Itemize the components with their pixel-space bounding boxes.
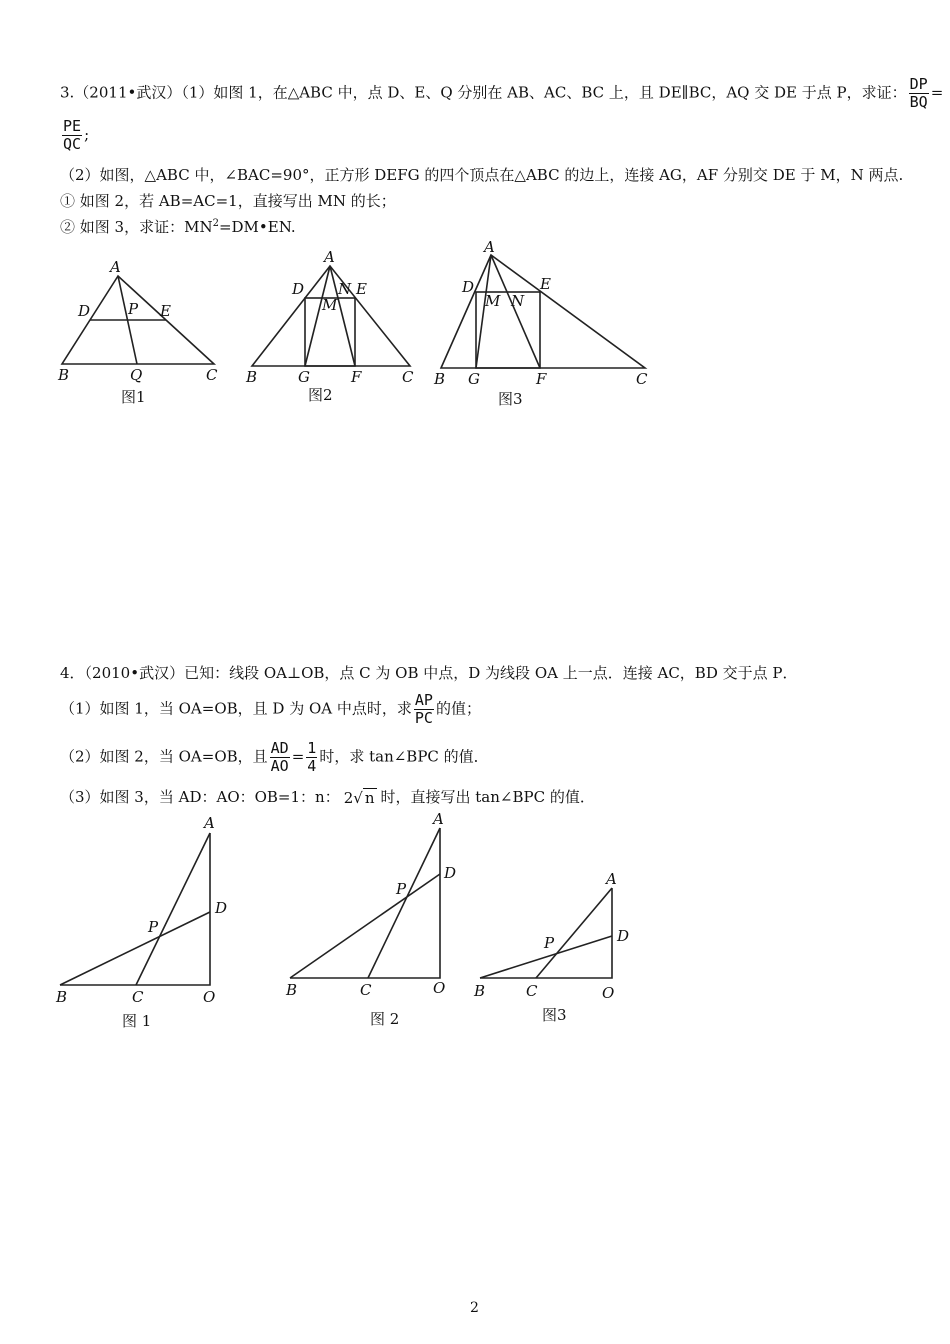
p4-q1-b: 的值； — [435, 699, 481, 718]
label-o: O — [433, 979, 446, 997]
label-d: D — [215, 899, 228, 917]
label-a: A — [110, 258, 121, 276]
p3-fig1 — [57, 258, 218, 406]
triangle-abc — [441, 255, 645, 368]
frac-ad-ao — [270, 740, 290, 775]
p4-q2-a: （2）如图 2，当 OA=OB，且 — [60, 747, 268, 766]
p4-q3-b: 时，直接写出 tan∠BPC 的值． — [380, 788, 595, 806]
label-m: M — [485, 292, 501, 310]
semicolon: ; — [84, 125, 90, 144]
sqrt-coefficient: 2 — [343, 789, 354, 807]
label-b: B — [56, 988, 68, 1006]
label-d: D — [78, 302, 91, 320]
label-n: N — [338, 280, 352, 298]
label-c: C — [132, 988, 144, 1006]
segment-bd — [60, 912, 210, 985]
label-c: C — [360, 981, 372, 999]
label-e: E — [356, 280, 367, 298]
caption-fig2: 图2 — [308, 386, 333, 404]
frac-den: PC — [414, 709, 433, 727]
label-b: B — [286, 981, 298, 999]
frac-num: AD — [270, 739, 289, 757]
label-m: M — [322, 296, 338, 314]
p4-fig3 — [473, 870, 629, 1024]
superscript: 2 — [212, 218, 219, 229]
right-angle-oa-ob — [60, 833, 210, 985]
segment-ac — [368, 828, 440, 978]
right-angle-oa-ob — [480, 888, 612, 978]
label-b: B — [58, 366, 70, 384]
p4-q1-a: （1）如图 1，当 OA=OB，且 D 为 OA 中点时，求 — [60, 699, 412, 718]
segment-ac — [136, 833, 210, 985]
p3-line2: （2）如图，△ABC 中，∠BAC=90°，正方形 DEFG 的四个顶点在△ABC 的边上，连接 AG，AF 分别交 DE 于 M，N 两点. — [60, 166, 904, 184]
p3-line1-text: 3.（2011•武汉）（1）如图 1，在△ABC 中，点 D、E、Q 分别在 AB、AC、BC 上，且 DE∥BC，AQ 交 DE 于点 P，求证： — [60, 83, 907, 102]
p3-fig3 — [433, 238, 648, 408]
sqrt-expression: 2√ n — [343, 789, 375, 807]
p4-q2 — [60, 740, 489, 775]
label-c: C — [402, 368, 414, 386]
segment-bd — [290, 874, 440, 978]
frac-num: DP — [909, 75, 928, 93]
right-angle-oa-ob — [290, 828, 440, 978]
frac-den: AO — [270, 757, 289, 775]
label-g: G — [468, 370, 480, 388]
label-e: E — [160, 302, 171, 320]
label-c: C — [636, 370, 648, 388]
sqrt-radicand: n — [364, 789, 375, 807]
label-a: A — [433, 810, 444, 828]
frac-num: PE — [63, 117, 82, 135]
caption-fig3: 图3 — [542, 1006, 567, 1024]
p4-q3 — [60, 786, 595, 807]
p3-line4-b: =DM•EN. — [218, 218, 296, 236]
p4-fig2 — [285, 810, 456, 1028]
label-b: B — [246, 368, 258, 386]
label-d: D — [444, 864, 457, 882]
label-b: B — [474, 982, 486, 1000]
segment-af — [491, 255, 540, 368]
frac-den: BQ — [909, 93, 928, 111]
label-d: D — [617, 927, 630, 945]
triangle-abc — [252, 266, 410, 366]
label-p: P — [544, 934, 555, 952]
label-b: B — [434, 370, 446, 388]
label-f: F — [351, 368, 362, 386]
p4-q2-b: 时，求 tan∠BPC 的值． — [319, 747, 489, 766]
p3-fig2 — [245, 248, 414, 404]
equals-sign: = — [930, 83, 944, 102]
caption-fig1: 图 1 — [122, 1012, 152, 1030]
label-p: P — [128, 300, 139, 318]
label-o: O — [602, 984, 615, 1002]
label-d: D — [462, 278, 475, 296]
p4-q3-a: （3）如图 3，当 AD：AO：OB=1：n： — [60, 788, 340, 806]
label-d: D — [292, 280, 305, 298]
p4-line1: 4．（2010•武汉）已知：线段 OA⊥OB，点 C 为 OB 中点，D 为线段 OA 上一点．连接 AC，BD 交于点 P． — [60, 664, 798, 682]
frac-ap-pc — [414, 692, 434, 727]
label-p: P — [396, 880, 407, 898]
label-q: Q — [130, 366, 143, 384]
frac-den: QC — [63, 135, 82, 153]
label-c: C — [206, 366, 218, 384]
frac-num: 1 — [307, 739, 317, 757]
frac-num: AP — [414, 691, 433, 709]
label-n: N — [511, 292, 525, 310]
frac-1-4 — [306, 740, 317, 775]
label-a: A — [324, 248, 335, 266]
label-p: P — [148, 918, 159, 936]
label-a: A — [606, 870, 617, 888]
caption-fig2: 图 2 — [370, 1010, 400, 1028]
label-o: O — [203, 988, 216, 1006]
p4-fig1 — [55, 814, 227, 1030]
p3-line3: ① 如图 2，若 AB=AC=1，直接写出 MN 的长； — [60, 192, 396, 210]
segment-ac — [536, 888, 612, 978]
frac-den: 4 — [307, 757, 317, 775]
p3-line4-a: ② 如图 3，求证：MN — [60, 218, 213, 236]
caption-fig3: 图3 — [498, 390, 523, 408]
p4-q1 — [60, 692, 481, 727]
label-e: E — [540, 275, 551, 293]
label-a: A — [484, 238, 495, 256]
caption-fig1: 图1 — [121, 388, 146, 406]
label-g: G — [298, 368, 310, 386]
label-a: A — [204, 814, 215, 832]
page-number: 2 — [470, 1300, 479, 1316]
equals-sign: = — [291, 747, 305, 766]
label-c: C — [526, 982, 538, 1000]
label-f: F — [536, 370, 547, 388]
